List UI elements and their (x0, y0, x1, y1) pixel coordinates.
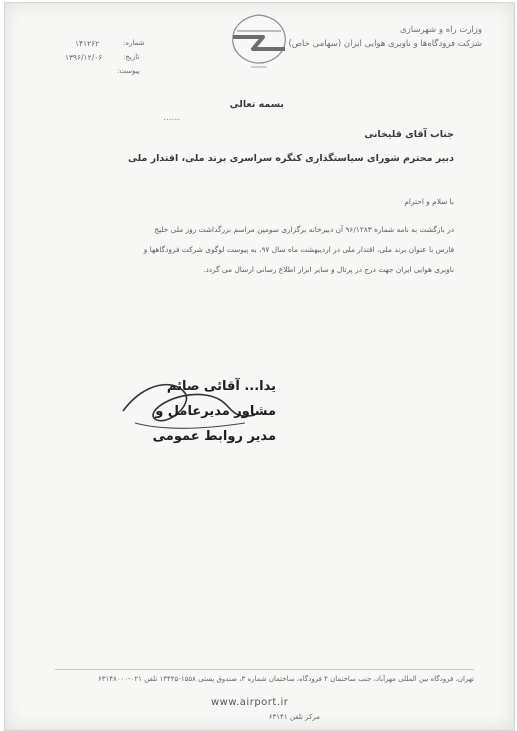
airport-company-logo (223, 11, 295, 73)
recipient-name: جناب آقای قلیخانی (364, 129, 454, 140)
footer-divider (55, 669, 474, 670)
body-line-2: فارس با عنوان برند ملی، اقتدار ملی در اردیبهشت ماه سال ۹۷، به پیوست لوگوی شرکت فرودگاهها و (143, 245, 454, 254)
recipient-title: دبیر محترم شورای سیاستگذاری کنگره سراسری برند ملی، اقتدار ملی (127, 153, 454, 164)
letter-number: ۱۴۱۲۶۲ (75, 39, 100, 48)
org-company-name: شرکت فرودگاه‌ها و ناوبری هوایی ایران (سهامی خاص) (288, 39, 482, 49)
signatory-role-2: مدیر روابط عمومی (152, 429, 276, 444)
attachment-label: پیوست: (117, 67, 140, 75)
letter-date: ۱۳۹۶/۱۲/۰۶ (65, 53, 103, 62)
invocation-dots: ...... (163, 113, 181, 123)
date-label: تاریخ: (123, 53, 140, 61)
org-ministry: وزارت راه و شهرسازی (399, 25, 482, 35)
body-line-1: در بازگشت به نامه شماره ۹۶/۱۲۸۳ آن دبیرخانه برگزاری سومین مراسم بزرگداشت روز ملی خلیج (154, 225, 454, 234)
greeting: با سلام و احترام (404, 197, 454, 206)
footer-address: تهران، فرودگاه بین المللی مهرآباد، جنب ساختمان ۴ فرودگاه، ساختمان شماره ۳، صندوق پستی ۱۵۵۸-۱۳۴۴۵ تلفن ۰۲۱-۶۳۱۴۸۰۰۰ (98, 675, 474, 683)
footer-note: مرکز تلفن ۶۳۱۴۱ (268, 713, 320, 721)
body-line-3: ناوبری هوایی ایران جهت درج در پرتال و سایر ابزار اطلاع رسانی ارسال می گردد. (203, 265, 454, 274)
footer-website: www.airport.ir (211, 697, 289, 708)
signatory-role-1: مشاور مدیرعامل و (155, 404, 276, 419)
letter-page (4, 2, 515, 731)
signatory-name: یدا... آقائی صائم (166, 379, 276, 394)
invocation-heading: بسمه تعالی (229, 99, 284, 110)
number-label: شماره: (123, 39, 145, 47)
